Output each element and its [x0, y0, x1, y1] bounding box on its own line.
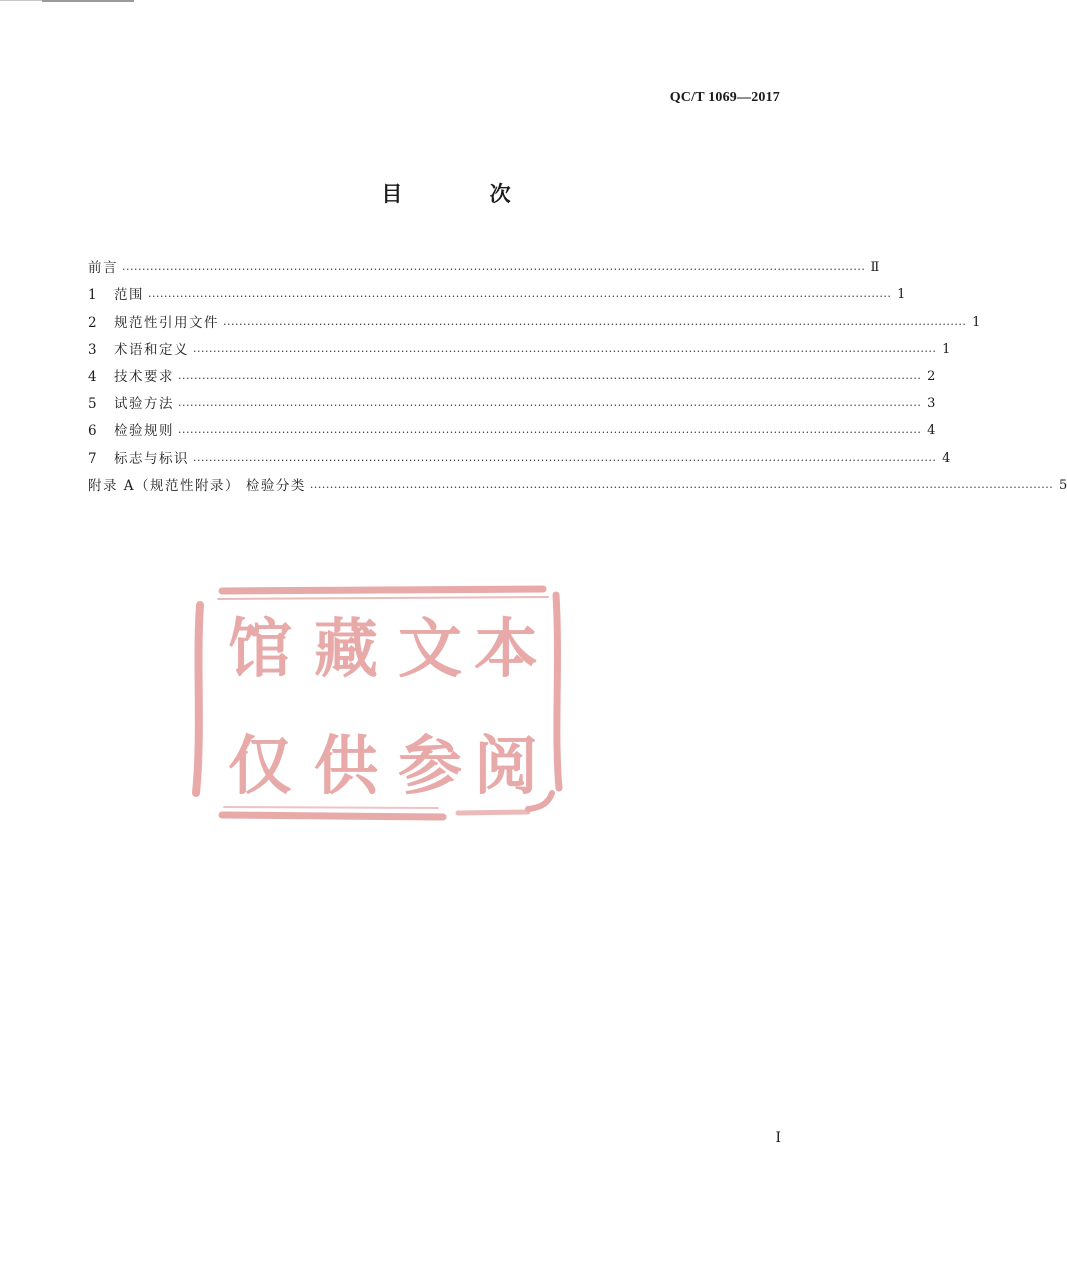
- stamp-char: 参: [398, 730, 462, 804]
- standard-code: QC/T 1069—2017: [669, 90, 780, 105]
- toc-entry-label: 范围: [114, 287, 144, 304]
- toc-entry-1[interactable]: [88, 277, 906, 304]
- toc-entry-number: 2: [88, 314, 97, 331]
- toc-entry-label: 附录 A（规范性附录） 检验分类: [88, 477, 306, 494]
- dot-leader: ··························································································································································································: [148, 290, 892, 304]
- stamp-text: [228, 613, 538, 804]
- toc-entry-4[interactable]: [88, 359, 936, 386]
- toc-entry-number: 4: [88, 368, 97, 385]
- toc-entry-7[interactable]: [88, 440, 951, 467]
- toc-entry-6[interactable]: [88, 413, 936, 440]
- stamp-char: 仅: [228, 730, 292, 804]
- dot-leader: ··························································································································································································: [193, 344, 937, 358]
- toc-entry-2[interactable]: [88, 304, 981, 331]
- dot-leader: ··························································································································································································: [309, 480, 1054, 494]
- toc-entry-page: 1: [972, 314, 981, 330]
- toc-entry-number: 3: [88, 341, 97, 358]
- toc-entry-page: 4: [942, 450, 951, 466]
- toc-entry-label: 检验规则: [114, 423, 174, 440]
- stamp-char: 供: [314, 730, 378, 804]
- toc-entry-page: 2: [927, 368, 936, 384]
- stamp-char: 藏: [314, 613, 378, 687]
- scan-artifact: [0, 0, 42, 1]
- toc-entry-label: 技术要求: [114, 368, 174, 385]
- dot-leader: ··························································································································································································: [223, 317, 967, 331]
- table-of-contents: [88, 250, 1067, 495]
- toc-entry-number: 6: [88, 423, 97, 440]
- toc-entry-page: Ⅱ: [870, 260, 880, 276]
- page-number: I: [775, 1130, 781, 1146]
- stamp-char: 馆: [228, 613, 292, 687]
- toc-entry-5[interactable]: [88, 386, 936, 413]
- toc-entry-3[interactable]: [88, 332, 951, 359]
- toc-entry-page: 3: [927, 396, 936, 412]
- stamp-char: 本: [474, 613, 538, 687]
- toc-entry-label: 前言: [88, 260, 118, 277]
- dot-leader: ··························································································································································································: [178, 371, 922, 385]
- stamp-char: 文: [398, 613, 462, 687]
- toc-entry-label: 标志与标识: [114, 450, 189, 467]
- library-stamp: [188, 583, 570, 825]
- toc-entry-number: 7: [88, 450, 97, 467]
- toc-entry-label: 试验方法: [114, 396, 174, 413]
- toc-entry-page: 1: [942, 341, 951, 357]
- toc-entry-number: 5: [88, 396, 97, 413]
- dot-leader: ··························································································································································································: [178, 399, 922, 413]
- toc-entry-foreword[interactable]: [88, 250, 880, 277]
- toc-entry-page: 1: [897, 287, 906, 303]
- toc-title: 目 次: [381, 182, 551, 206]
- stamp-char: 阅: [474, 730, 538, 804]
- toc-entry-page: 5: [1058, 477, 1067, 493]
- dot-leader: ··························································································································································································: [193, 453, 937, 467]
- dot-leader: ··························································································································································································: [178, 426, 922, 440]
- dot-leader: ··························································································································································································: [122, 263, 866, 277]
- toc-entry-annex-a[interactable]: [88, 468, 1067, 495]
- toc-entry-page: 4: [927, 423, 936, 439]
- toc-entry-label: 术语和定义: [114, 341, 189, 358]
- toc-entry-label: 规范性引用文件: [114, 314, 219, 331]
- scan-artifact-line: [42, 0, 134, 2]
- toc-entry-number: 1: [88, 287, 97, 304]
